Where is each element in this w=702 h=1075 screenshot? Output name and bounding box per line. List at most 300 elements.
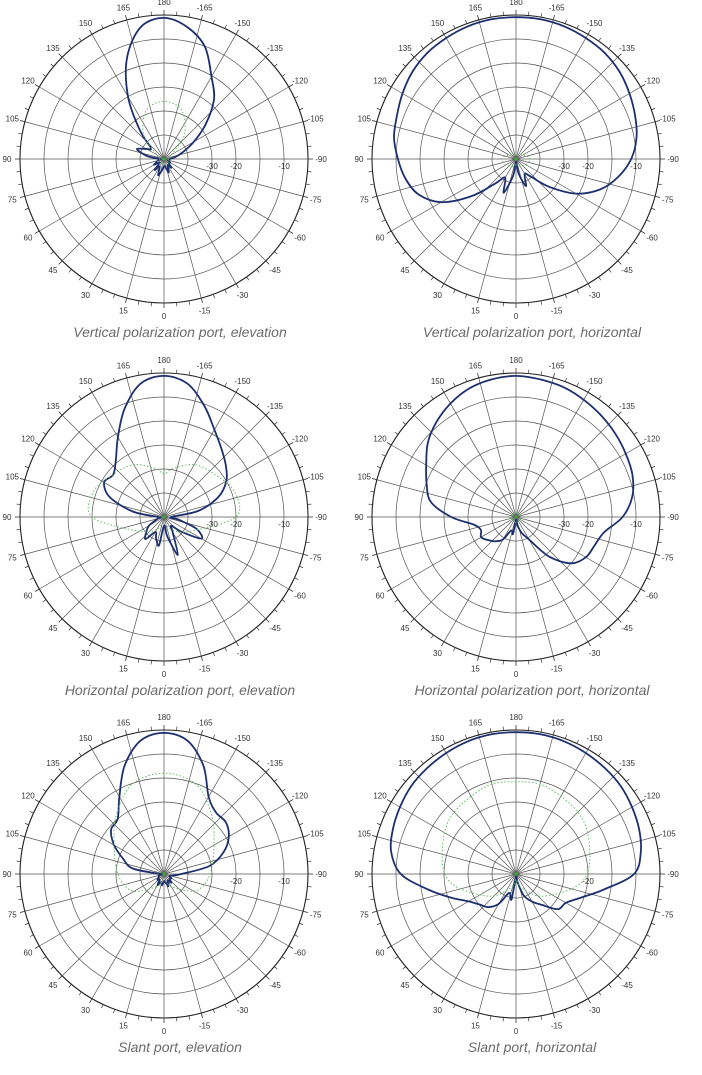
angle-tick — [247, 277, 249, 280]
grid-spoke — [516, 749, 588, 874]
angle-tick — [565, 294, 566, 298]
angle-label: 30 — [433, 1006, 442, 1015]
angle-tick — [213, 652, 214, 656]
angle-tick — [641, 589, 645, 592]
polar-chart-panel-4 — [362, 362, 702, 718]
angle-tick — [411, 619, 415, 623]
angle-tick — [282, 432, 285, 434]
grid-spoke — [414, 772, 516, 874]
angle-tick — [477, 298, 478, 303]
angle-tick — [51, 779, 54, 782]
angle-tick — [213, 20, 214, 24]
angle-tick — [43, 600, 46, 602]
angle-tick — [295, 220, 299, 222]
angle-tick — [370, 184, 374, 185]
angle-tick — [295, 96, 299, 98]
angle-tick — [609, 269, 612, 272]
angle-tick — [541, 659, 542, 663]
angle-tick — [372, 835, 377, 836]
angle-tick — [377, 823, 381, 824]
grid-spoke — [391, 87, 516, 159]
angle-label: -120 — [292, 792, 309, 801]
grid-spoke — [62, 415, 164, 517]
angle-tick — [225, 1005, 227, 1009]
angle-tick — [295, 935, 299, 937]
grid-spoke — [414, 57, 516, 159]
angle-tick — [377, 208, 381, 209]
polar-chart-panel-5 — [10, 719, 350, 1075]
angle-label: 135 — [46, 759, 60, 768]
angle-tick — [599, 38, 601, 41]
angle-tick — [25, 208, 29, 209]
angle-label: 0 — [162, 312, 167, 321]
angle-tick — [377, 566, 381, 567]
angle-tick — [236, 999, 239, 1003]
angle-label: 135 — [398, 44, 412, 53]
angle-label: 105 — [6, 114, 20, 123]
radial-label: -20 — [582, 877, 594, 886]
angle-label: 75 — [360, 554, 369, 563]
grid-spoke — [414, 415, 516, 517]
angle-label: -105 — [660, 114, 677, 123]
angle-label: 120 — [21, 77, 35, 86]
angle-label: 165 — [469, 361, 483, 370]
angle-tick — [189, 301, 190, 305]
angle-tick — [138, 13, 139, 17]
angle-label: 150 — [431, 19, 445, 28]
angle-tick — [189, 1016, 190, 1020]
angle-tick — [113, 20, 114, 24]
angle-tick — [138, 371, 139, 375]
angle-label: 0 — [514, 670, 519, 679]
angle-tick — [138, 728, 139, 732]
angle-tick — [266, 769, 270, 773]
angle-tick — [69, 269, 72, 272]
angle-tick — [90, 30, 93, 34]
grid-spoke — [516, 87, 641, 159]
radial-label: -20 — [582, 162, 594, 171]
angle-label: -135 — [267, 759, 284, 768]
angle-tick — [553, 730, 554, 735]
angle-tick — [658, 184, 662, 185]
angle-label: -30 — [237, 649, 249, 658]
angle-tick — [189, 371, 190, 375]
angle-tick — [372, 911, 377, 912]
angle-label: -120 — [644, 77, 661, 86]
angle-label: -15 — [551, 1022, 563, 1031]
angle-tick — [588, 388, 591, 392]
angle-label: -165 — [549, 361, 566, 370]
angle-label: -135 — [267, 44, 284, 53]
grid-spoke — [516, 772, 618, 874]
angle-label: -45 — [269, 624, 281, 633]
angle-tick — [113, 735, 114, 739]
angle-label: 150 — [79, 734, 93, 743]
angle-tick — [289, 946, 293, 949]
radial-label: -10 — [630, 162, 642, 171]
angle-tick — [658, 491, 662, 492]
angle-tick — [274, 252, 277, 255]
grid-spoke — [62, 159, 164, 261]
angle-tick — [553, 656, 554, 661]
angle-label: -60 — [646, 592, 658, 601]
angle-tick — [599, 396, 601, 399]
angle-tick — [577, 25, 579, 29]
angle-tick — [618, 619, 622, 623]
angle-label: 15 — [471, 307, 480, 316]
angle-tick — [382, 454, 386, 456]
angle-tick — [490, 1016, 491, 1020]
angle-tick — [236, 745, 239, 749]
angle-tick — [577, 1005, 579, 1009]
grid-spoke — [516, 445, 641, 517]
angle-tick — [658, 848, 662, 849]
angle-tick — [266, 976, 270, 980]
angle-tick — [647, 578, 651, 580]
angle-tick — [189, 728, 190, 732]
angle-tick — [618, 769, 622, 773]
angle-label: 165 — [469, 718, 483, 727]
angle-tick — [655, 911, 660, 912]
grid-spoke — [391, 159, 516, 231]
angle-label: -60 — [646, 949, 658, 958]
center-marker — [514, 157, 518, 161]
grid-spoke — [444, 392, 516, 517]
angle-label: 180 — [509, 0, 523, 7]
angle-label: -165 — [197, 718, 214, 727]
grid-spoke — [516, 34, 588, 159]
angle-label: -135 — [619, 759, 636, 768]
angle-tick — [541, 301, 542, 305]
angle-tick — [403, 422, 406, 425]
angle-tick — [299, 108, 303, 109]
angle-tick — [35, 946, 39, 949]
angle-tick — [125, 1013, 126, 1018]
angle-tick — [387, 443, 391, 446]
angle-tick — [201, 656, 202, 661]
angle-tick — [189, 659, 190, 663]
angle-tick — [257, 404, 260, 407]
grid-spoke — [164, 517, 289, 589]
angle-label: -30 — [589, 649, 601, 658]
polar-chart-1 — [10, 4, 320, 316]
angle-tick — [236, 284, 239, 288]
angle-tick — [79, 277, 81, 280]
angle-tick — [634, 74, 637, 76]
angle-tick — [30, 96, 34, 98]
angle-label: 105 — [358, 829, 372, 838]
angle-tick — [588, 30, 591, 34]
angle-tick — [370, 133, 374, 134]
angle-tick — [90, 642, 93, 646]
angle-tick — [306, 899, 310, 900]
angle-tick — [609, 627, 612, 630]
angle-tick — [541, 728, 542, 732]
angle-tick — [421, 984, 424, 987]
angle-label: -90 — [667, 870, 679, 879]
angle-label: 15 — [471, 1022, 480, 1031]
angle-tick — [43, 74, 46, 76]
grid-spoke — [164, 772, 266, 874]
angle-tick — [655, 554, 660, 555]
angle-tick — [588, 642, 591, 646]
polar-chart-panel-1 — [10, 4, 350, 360]
angle-tick — [25, 108, 29, 109]
radial-label: -20 — [230, 877, 242, 886]
angle-tick — [274, 64, 277, 67]
polar-chart-5 — [10, 719, 320, 1031]
angle-tick — [79, 992, 81, 995]
angle-tick — [577, 383, 579, 387]
angle-tick — [565, 1009, 566, 1013]
angle-tick — [236, 388, 239, 392]
angle-tick — [18, 491, 22, 492]
angle-tick — [201, 1013, 202, 1018]
chart-caption: Horizontal polarization port, horizontal — [362, 682, 702, 698]
angle-label: -60 — [646, 234, 658, 243]
angle-tick — [541, 13, 542, 17]
angle-label: 15 — [471, 665, 480, 674]
angle-label: -90 — [315, 513, 327, 522]
grid-spoke — [164, 749, 236, 874]
angle-tick — [306, 491, 310, 492]
angle-label: -15 — [199, 1022, 211, 1031]
angle-label: 120 — [21, 435, 35, 444]
angle-label: 60 — [24, 949, 33, 958]
angle-label: -165 — [549, 718, 566, 727]
angle-tick — [651, 823, 655, 824]
angle-tick — [453, 383, 455, 387]
angle-tick — [431, 277, 433, 280]
angle-tick — [18, 184, 22, 185]
angle-tick — [377, 108, 381, 109]
angle-label: -120 — [644, 435, 661, 444]
angle-label: 165 — [117, 3, 131, 12]
angle-tick — [25, 566, 29, 567]
angle-tick — [69, 761, 72, 764]
angle-tick — [377, 923, 381, 924]
angle-label: -120 — [292, 77, 309, 86]
angle-tick — [30, 220, 34, 222]
angle-tick — [553, 15, 554, 20]
angle-tick — [274, 779, 277, 782]
angle-tick — [236, 642, 239, 646]
angle-tick — [395, 600, 398, 602]
angle-tick — [90, 999, 93, 1003]
angle-tick — [43, 957, 46, 959]
angle-label: -105 — [308, 114, 325, 123]
grid-spoke — [516, 159, 641, 231]
angle-tick — [30, 454, 34, 456]
angle-tick — [295, 578, 299, 580]
angle-tick — [101, 290, 103, 294]
angle-tick — [490, 301, 491, 305]
angle-tick — [442, 745, 445, 749]
polar-chart-panel-2 — [362, 4, 702, 360]
center-marker — [514, 515, 518, 519]
angle-tick — [257, 984, 260, 987]
angle-tick — [125, 730, 126, 735]
angle-tick — [588, 999, 591, 1003]
angle-tick — [634, 242, 637, 244]
angle-tick — [431, 396, 433, 399]
angle-tick — [382, 220, 386, 222]
angle-tick — [257, 761, 260, 764]
angle-tick — [599, 992, 601, 995]
angle-tick — [59, 412, 63, 416]
angle-tick — [213, 378, 214, 382]
angle-tick — [477, 373, 478, 378]
angle-tick — [442, 642, 445, 646]
angle-tick — [295, 454, 299, 456]
angle-tick — [382, 811, 386, 813]
angle-label: -45 — [621, 266, 633, 275]
angle-tick — [431, 38, 433, 41]
angle-label: 135 — [46, 44, 60, 53]
angle-tick — [658, 899, 662, 900]
angle-label: 45 — [401, 624, 410, 633]
grid-spoke — [516, 517, 588, 642]
angle-label: 60 — [24, 592, 33, 601]
angle-tick — [395, 789, 398, 791]
angle-tick — [20, 835, 25, 836]
angle-tick — [138, 1016, 139, 1020]
angle-tick — [431, 992, 433, 995]
angle-label: 90 — [355, 155, 364, 164]
angle-tick — [382, 935, 386, 937]
grid-spoke — [444, 34, 516, 159]
angle-tick — [247, 396, 249, 399]
angle-tick — [647, 935, 651, 937]
angle-tick — [43, 242, 46, 244]
angle-tick — [299, 466, 303, 467]
angle-tick — [125, 298, 126, 303]
angle-label: 105 — [358, 472, 372, 481]
angle-label: 0 — [514, 1027, 519, 1036]
angle-label: -15 — [551, 665, 563, 674]
angle-tick — [79, 635, 81, 638]
angle-tick — [303, 196, 308, 197]
angle-tick — [79, 38, 81, 41]
angle-label: 135 — [46, 402, 60, 411]
angle-tick — [20, 478, 25, 479]
angle-label: -120 — [292, 435, 309, 444]
angle-tick — [465, 1009, 466, 1013]
grid-spoke — [164, 87, 289, 159]
angle-tick — [403, 252, 406, 255]
angle-tick — [20, 554, 25, 555]
angle-tick — [213, 1009, 214, 1013]
angle-tick — [266, 412, 270, 416]
angle-label: -105 — [308, 829, 325, 838]
center-marker — [162, 515, 166, 519]
angle-tick — [382, 578, 386, 580]
chart-caption: Vertical polarization port, horizontal — [362, 324, 702, 340]
angle-tick — [453, 290, 455, 294]
angle-label: 180 — [509, 713, 523, 722]
angle-tick — [465, 652, 466, 656]
angle-tick — [59, 261, 63, 265]
chart-caption: Vertical polarization port, elevation — [10, 324, 350, 340]
angle-tick — [138, 301, 139, 305]
angle-tick — [295, 811, 299, 813]
angle-tick — [395, 957, 398, 959]
angle-label: 120 — [373, 77, 387, 86]
angle-tick — [266, 619, 270, 623]
grid-spoke — [516, 874, 588, 999]
angle-label: 30 — [81, 291, 90, 300]
angle-tick — [565, 20, 566, 24]
polar-chart-2 — [362, 4, 672, 316]
angle-tick — [490, 659, 491, 663]
angle-tick — [421, 761, 424, 764]
angle-tick — [442, 388, 445, 392]
grid-spoke — [391, 802, 516, 874]
radial-label: -20 — [230, 162, 242, 171]
angle-tick — [372, 478, 377, 479]
angle-label: -60 — [294, 234, 306, 243]
radial-label: -30 — [206, 162, 218, 171]
angle-label: 120 — [373, 792, 387, 801]
angle-label: -90 — [315, 155, 327, 164]
angle-tick — [51, 610, 54, 613]
angle-tick — [387, 589, 391, 592]
angle-tick — [213, 735, 214, 739]
angle-tick — [651, 566, 655, 567]
angle-label: -120 — [644, 792, 661, 801]
angle-label: 30 — [81, 649, 90, 658]
angle-tick — [651, 923, 655, 924]
angle-tick — [306, 848, 310, 849]
angle-tick — [113, 294, 114, 298]
angle-tick — [69, 984, 72, 987]
angle-tick — [477, 15, 478, 20]
angle-tick — [541, 1016, 542, 1020]
angle-tick — [453, 648, 455, 652]
angle-tick — [101, 1005, 103, 1009]
angle-tick — [477, 656, 478, 661]
angle-label: -165 — [197, 3, 214, 12]
angle-label: -150 — [234, 19, 251, 28]
grid-spoke — [164, 159, 266, 261]
grid-spoke — [164, 392, 236, 517]
angle-tick — [43, 432, 46, 434]
polar-chart-panel-3 — [10, 362, 350, 718]
co-pol-pattern-line — [426, 376, 633, 563]
radial-label: -10 — [278, 877, 290, 886]
chart-caption: Slant port, elevation — [10, 1039, 350, 1055]
angle-label: -105 — [660, 829, 677, 838]
angle-tick — [35, 231, 39, 234]
angle-tick — [634, 789, 637, 791]
angle-label: 105 — [358, 114, 372, 123]
angle-tick — [247, 635, 249, 638]
angle-label: 0 — [162, 1027, 167, 1036]
angle-label: 90 — [3, 513, 12, 522]
angle-tick — [20, 911, 25, 912]
angle-label: 60 — [376, 234, 385, 243]
angle-tick — [90, 284, 93, 288]
angle-tick — [101, 648, 103, 652]
angle-label: -165 — [549, 3, 566, 12]
angle-label: 165 — [117, 361, 131, 370]
grid-spoke — [39, 159, 164, 231]
center-marker — [162, 872, 166, 876]
grid-spoke — [414, 159, 516, 261]
angle-tick — [289, 231, 293, 234]
radial-label: -10 — [630, 520, 642, 529]
angle-tick — [403, 610, 406, 613]
